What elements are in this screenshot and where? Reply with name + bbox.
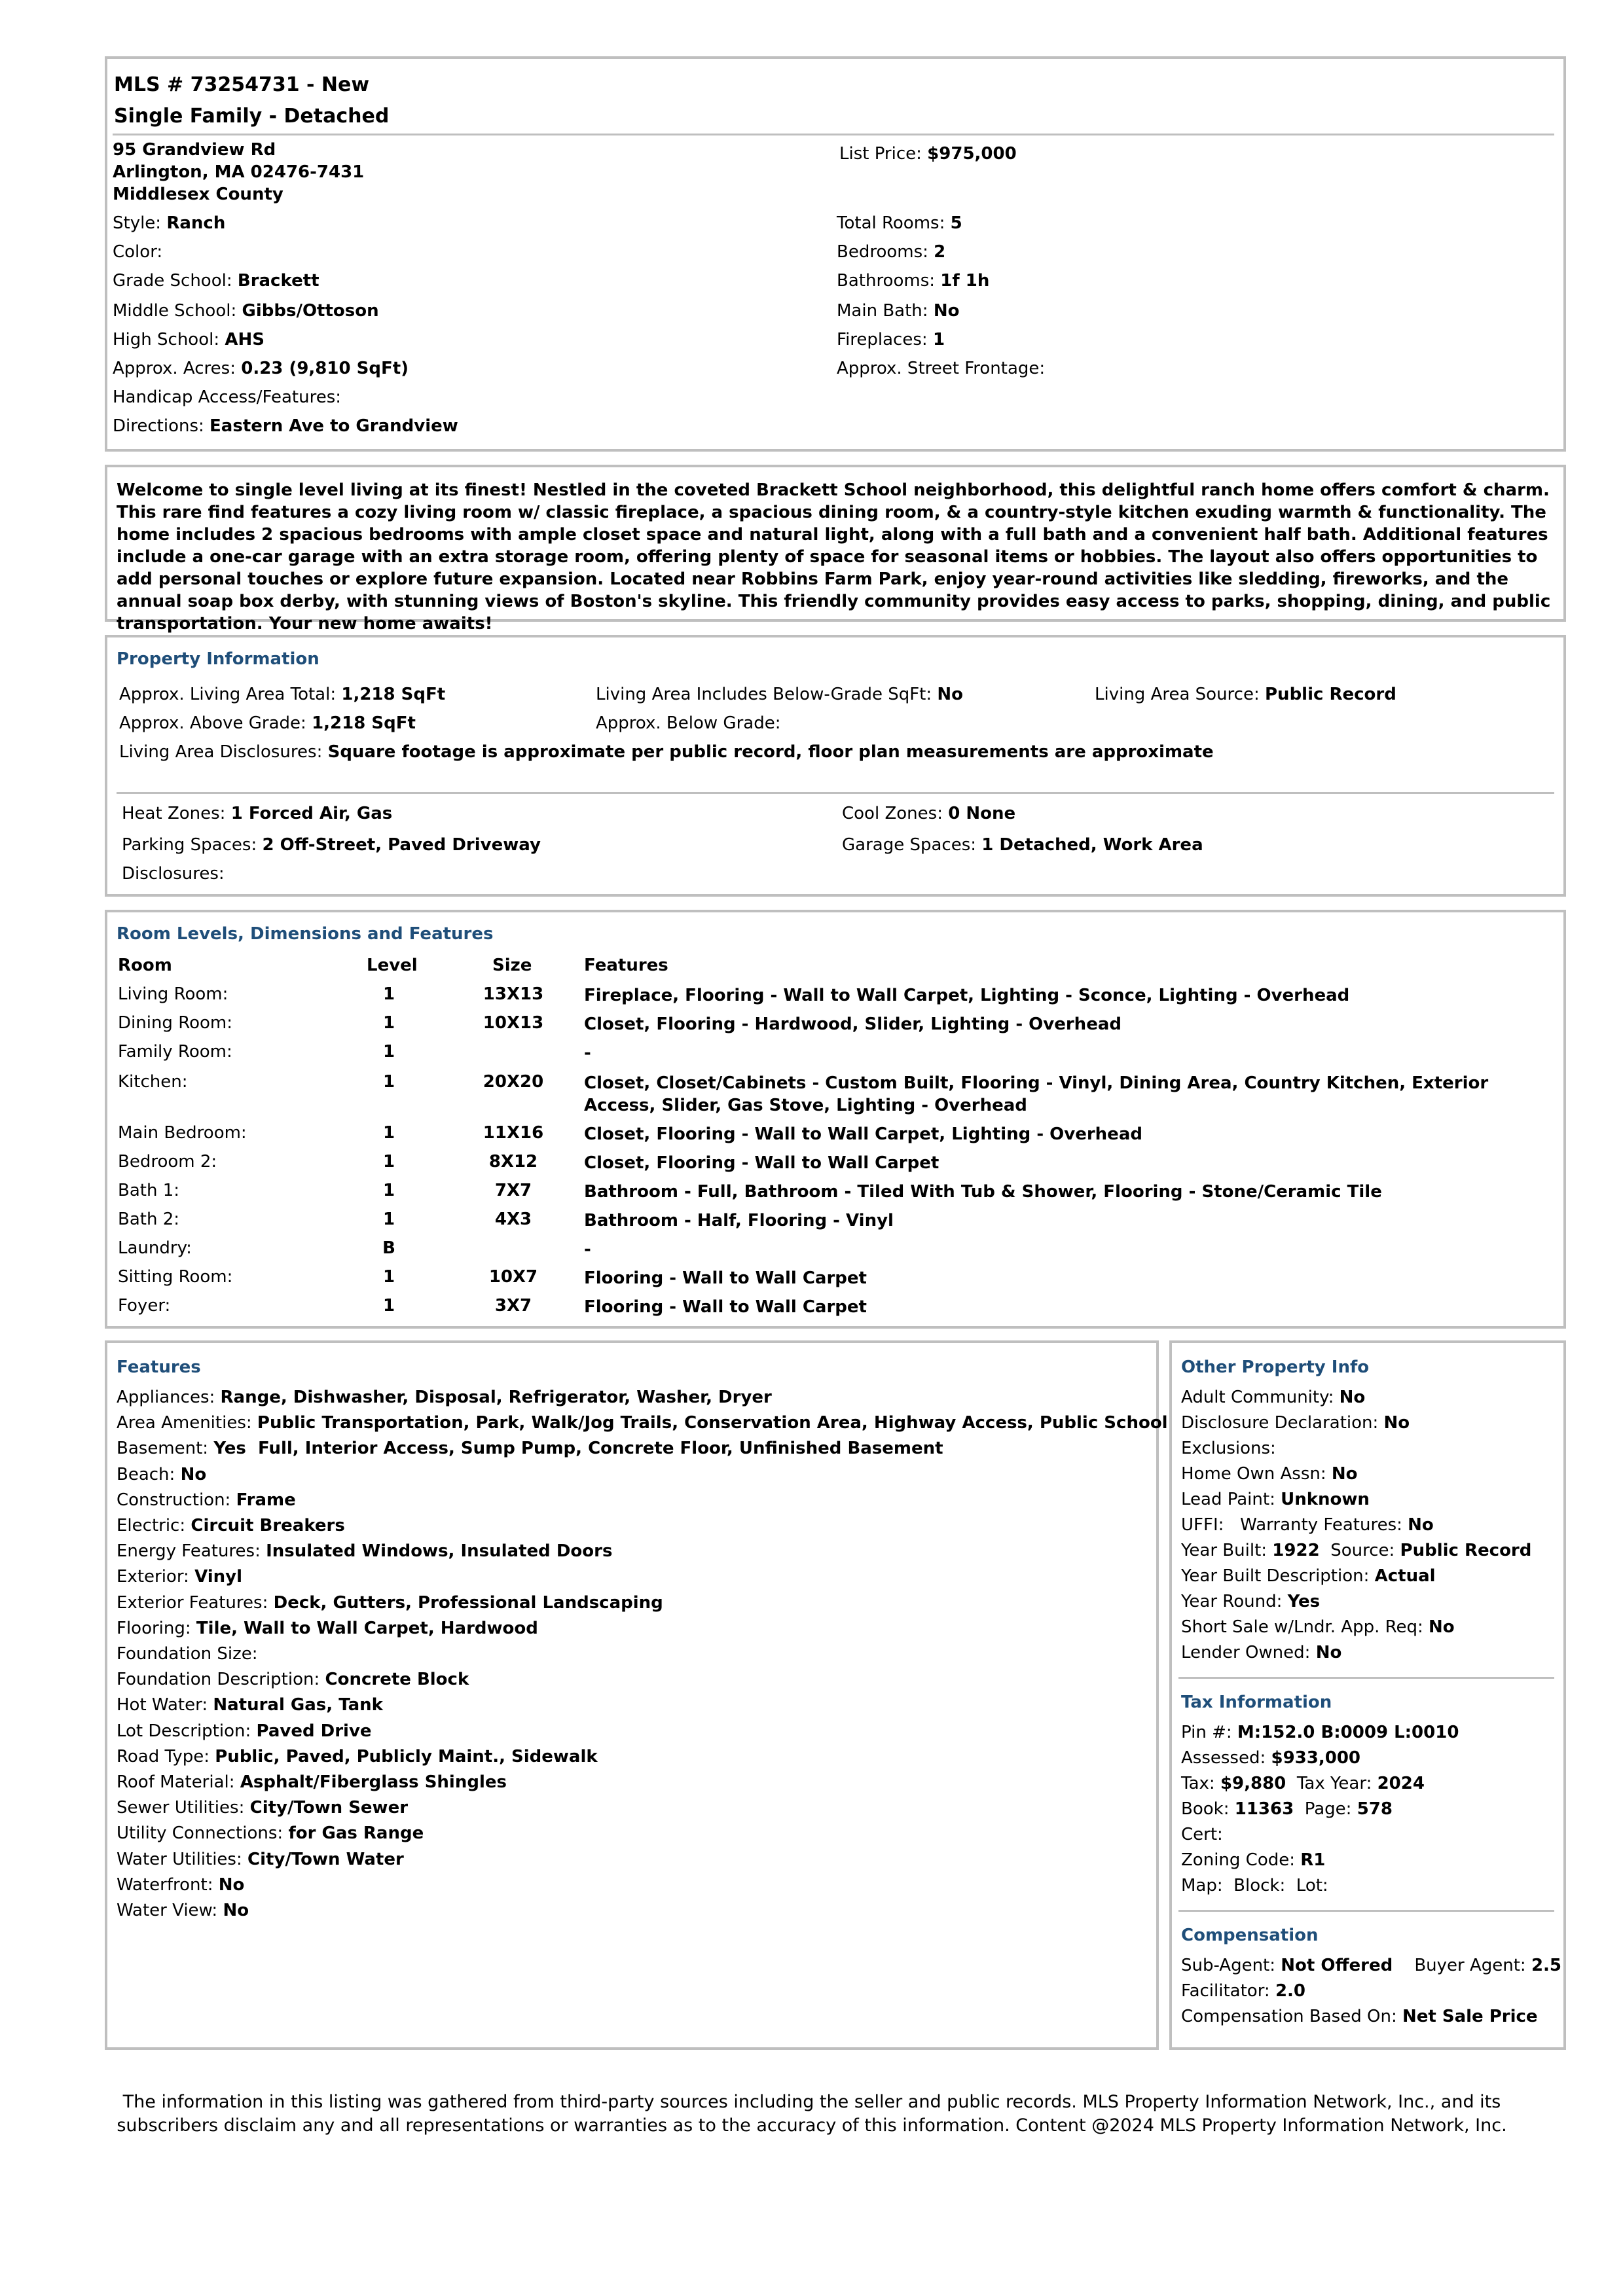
divider bbox=[1178, 1677, 1554, 1679]
field-value: 2 bbox=[934, 242, 946, 262]
tax-amount bbox=[1181, 1771, 1425, 1796]
room-features: Closet, Flooring - Wall to Wall Carpet bbox=[584, 1153, 939, 1173]
field-label: Electric: bbox=[117, 1516, 186, 1535]
field-label: Utility Connections: bbox=[117, 1823, 283, 1844]
room-size: 10X7 bbox=[488, 1267, 538, 1287]
field-value: AHS bbox=[225, 330, 264, 350]
feature-item bbox=[117, 1616, 538, 1641]
field-value: 2.5 bbox=[1531, 1956, 1562, 1975]
field-value: 0.23 (9,810 SqFt) bbox=[241, 359, 409, 378]
field-label: Map: bbox=[1181, 1876, 1223, 1895]
field-value: City/Town Water bbox=[247, 1849, 404, 1869]
field-value: Insulated Windows, Insulated Doors bbox=[266, 1541, 613, 1562]
feature-item bbox=[117, 1436, 943, 1461]
field-value: Square footage is approximate per public record, floor plan measurements are approximate bbox=[327, 742, 1214, 762]
room-features: Closet, Flooring - Hardwood, Slider, Lighting - Overhead bbox=[584, 1014, 1122, 1034]
feature-item bbox=[117, 1539, 612, 1564]
field-label: Flooring: bbox=[117, 1618, 191, 1638]
tax-assessed bbox=[1181, 1746, 1360, 1770]
room-features: Closet, Closet/Cabinets - Custom Built, Flooring - Vinyl, Dining Area, Country Kitchen, Exterior Access, Slider, Gas Stove, Lighting - Overhead bbox=[584, 1073, 1489, 1115]
field-value: No bbox=[937, 685, 964, 704]
section-title: Other Property Info bbox=[1181, 1357, 1370, 1377]
field-label: Year Built: bbox=[1181, 1541, 1267, 1560]
room-name: Bath 1: bbox=[118, 1181, 180, 1200]
field-high-school bbox=[113, 330, 264, 350]
other-property-info bbox=[1169, 1340, 1566, 2050]
above-grade bbox=[119, 713, 416, 733]
field-label: Road Type: bbox=[117, 1746, 210, 1767]
room-size: 3X7 bbox=[494, 1296, 532, 1316]
section-title: Tax Information bbox=[1181, 1693, 1332, 1712]
field-label: Short Sale w/Lndr. App. Req: bbox=[1181, 1617, 1423, 1637]
field-label: Water View: bbox=[117, 1901, 218, 1920]
home-own-assn bbox=[1181, 1462, 1358, 1486]
field-label: Year Round: bbox=[1181, 1592, 1283, 1611]
room-level: 1 bbox=[382, 1210, 395, 1229]
adult-community bbox=[1181, 1385, 1365, 1410]
field-value: No bbox=[1429, 1617, 1455, 1637]
field-value: Gibbs/Ottoson bbox=[242, 301, 379, 321]
field-label: Basement: bbox=[117, 1439, 209, 1459]
mls-number: MLS # 73254731 - New bbox=[114, 73, 370, 96]
address-county: Middlesex County bbox=[113, 185, 283, 204]
room-size: 13X13 bbox=[483, 984, 544, 1004]
room-level: 1 bbox=[382, 1042, 395, 1062]
field-value: No bbox=[1383, 1413, 1410, 1433]
heat-zones bbox=[122, 804, 392, 823]
room-name: Living Room: bbox=[118, 984, 228, 1004]
field-middle-school bbox=[113, 301, 379, 321]
field-label: Book: bbox=[1181, 1799, 1230, 1819]
room-features: Flooring - Wall to Wall Carpet bbox=[584, 1268, 867, 1288]
feature-item bbox=[117, 1513, 345, 1538]
room-features: Flooring - Wall to Wall Carpet bbox=[584, 1297, 867, 1317]
field-value: 1 Detached, Work Area bbox=[981, 835, 1203, 855]
field-value: Natural Gas, Tank bbox=[213, 1695, 383, 1715]
year-round bbox=[1181, 1589, 1320, 1614]
section-title: Compensation bbox=[1181, 1926, 1319, 1945]
field-value: Not Offered bbox=[1281, 1956, 1393, 1975]
room-features: Bathroom - Full, Bathroom - Tiled With Tub & Shower, Flooring - Stone/Ceramic Tile bbox=[584, 1182, 1382, 1202]
living-area-disclosures bbox=[119, 742, 1214, 762]
field-acres bbox=[113, 359, 409, 378]
map-block-lot bbox=[1181, 1873, 1328, 1898]
feature-item bbox=[117, 1898, 249, 1923]
field-label: Lot Description: bbox=[117, 1721, 251, 1741]
field-label: Warranty Features: bbox=[1240, 1515, 1402, 1535]
field-label: UFFI: bbox=[1181, 1515, 1224, 1535]
field-label: Roof Material: bbox=[117, 1772, 235, 1792]
room-name: Laundry: bbox=[118, 1238, 192, 1258]
below-grade-included bbox=[596, 685, 963, 704]
room-size: 20X20 bbox=[483, 1072, 544, 1092]
field-label: Sewer Utilities: bbox=[117, 1798, 245, 1818]
field-label: Heat Zones: bbox=[122, 804, 226, 823]
year-built bbox=[1181, 1538, 1531, 1563]
feature-item bbox=[117, 1564, 242, 1589]
field-value: Tile, Wall to Wall Carpet, Hardwood bbox=[196, 1618, 538, 1638]
field-value: Concrete Block bbox=[325, 1670, 469, 1690]
field-value: Yes bbox=[1287, 1592, 1321, 1611]
field-total-rooms bbox=[837, 213, 962, 233]
property-type: Single Family - Detached bbox=[114, 105, 390, 128]
room-name: Kitchen: bbox=[118, 1072, 188, 1092]
room-name: Foyer: bbox=[118, 1296, 171, 1316]
feature-item bbox=[117, 1667, 469, 1692]
field-value: 2024 bbox=[1377, 1774, 1425, 1793]
field-main-bath bbox=[837, 301, 959, 321]
field-label: Disclosures: bbox=[122, 864, 225, 884]
field-label: Bathrooms: bbox=[837, 271, 936, 291]
field-label: Approx. Living Area Total: bbox=[119, 685, 337, 704]
field-value: 578 bbox=[1357, 1799, 1393, 1819]
field-label: Compensation Based On: bbox=[1181, 2007, 1397, 2026]
field-label: Pin #: bbox=[1181, 1723, 1232, 1742]
field-value: Deck, Gutters, Professional Landscaping bbox=[273, 1592, 663, 1613]
divider bbox=[1178, 1910, 1554, 1912]
field-label: Lender Owned: bbox=[1181, 1643, 1311, 1662]
feature-item bbox=[117, 1488, 296, 1513]
field-value: No bbox=[180, 1464, 207, 1484]
room-features: Fireplace, Flooring - Wall to Wall Carpet, Lighting - Sconce, Lighting - Overhead bbox=[584, 986, 1350, 1005]
field-value: 1 Forced Air, Gas bbox=[230, 804, 393, 823]
field-label: Exterior: bbox=[117, 1567, 189, 1587]
field-label: Adult Community: bbox=[1181, 1388, 1334, 1407]
room-level: 1 bbox=[382, 1123, 395, 1143]
field-value: Paved Drive bbox=[256, 1721, 372, 1741]
disclaimer-footer: The information in this listing was gathered from third-party sources including the seller and public records. MLS Property Information Network, Inc., and its subscribers disclaim any and all representations or warranties as to the accuracy of this information. Content @2024 MLS Property Information Network, Inc. bbox=[117, 2092, 1507, 2136]
field-color bbox=[113, 242, 162, 262]
lead-paint bbox=[1181, 1487, 1370, 1512]
tax-book-page bbox=[1181, 1797, 1393, 1821]
living-area-source bbox=[1095, 685, 1396, 704]
feature-item bbox=[117, 1385, 772, 1410]
room-level: 1 bbox=[382, 1181, 395, 1200]
list-price bbox=[839, 144, 1017, 164]
field-value: Brackett bbox=[237, 271, 319, 291]
feature-item bbox=[117, 1744, 598, 1769]
field-value: Frame bbox=[236, 1490, 296, 1510]
room-level: 1 bbox=[382, 1296, 395, 1316]
field-label: Style: bbox=[113, 213, 162, 233]
field-value: Public Transportation, Park, Walk/Jog Trails, Conservation Area, Highway Access, Public School bbox=[257, 1413, 1168, 1433]
field-value: Vinyl bbox=[194, 1567, 243, 1587]
field-handicap bbox=[113, 387, 341, 407]
field-value: 11363 bbox=[1234, 1799, 1294, 1819]
room-features: - bbox=[584, 1043, 591, 1063]
room-name: Bath 2: bbox=[118, 1210, 180, 1229]
exclusions bbox=[1181, 1436, 1276, 1461]
parking-spaces bbox=[122, 835, 541, 855]
field-label: Source: bbox=[1330, 1541, 1395, 1560]
field-label: Approx. Street Frontage: bbox=[837, 359, 1046, 378]
field-label: Cool Zones: bbox=[842, 804, 943, 823]
listing-header bbox=[105, 56, 1566, 452]
field-street-frontage bbox=[837, 359, 1045, 378]
features-box bbox=[105, 1340, 1168, 2050]
field-label: Middle School: bbox=[113, 301, 237, 321]
field-label: Buyer Agent: bbox=[1414, 1956, 1526, 1975]
tax-pin bbox=[1181, 1720, 1459, 1745]
field-label: Bedrooms: bbox=[837, 242, 928, 262]
field-label: Main Bath: bbox=[837, 301, 928, 321]
field-label: Parking Spaces: bbox=[122, 835, 257, 855]
field-value: 1,218 SqFt bbox=[341, 685, 446, 704]
field-value: Eastern Ave to Grandview bbox=[210, 416, 458, 436]
field-label: Block: bbox=[1233, 1876, 1286, 1895]
remarks-text: Welcome to single level living at its finest! Nestled in the coveted Brackett School neighborhood, this delightful ranch home offers comfort & charm. This rare find features a cozy living room w/ classic fireplace, a spacious dining room, & a country-style kitchen exuding warmth & functionality. The home includes 2 spacious bedrooms with ample closet space and natural light, along with a full bath and a convenient half bath. Additional features include a one-car garage with an extra storage room, offering plenty of space for seasonal items or hobbies. The layout also offers opportunities to add personal touches or explore future expansion. Located near Robbins Farm Park, enjoy year-round activities like sledding, fireworks, and the annual soap box derby, with stunning views of Boston's skyline. This friendly community provides easy access to parks, shopping, dining, and public transportation. Your new home awaits! bbox=[117, 480, 1551, 634]
room-level: 1 bbox=[382, 984, 395, 1004]
year-built-description bbox=[1181, 1564, 1436, 1588]
room-size: 4X3 bbox=[494, 1210, 532, 1229]
field-value: $9,880 bbox=[1220, 1774, 1286, 1793]
room-level: 1 bbox=[382, 1152, 395, 1172]
room-features: Closet, Flooring - Wall to Wall Carpet, Lighting - Overhead bbox=[584, 1124, 1142, 1144]
field-value: 1f 1h bbox=[940, 271, 990, 291]
field-value: Circuit Breakers bbox=[191, 1516, 345, 1535]
field-label: Foundation Size: bbox=[117, 1644, 258, 1664]
field-label: Sub-Agent: bbox=[1181, 1956, 1276, 1975]
column-header-level: Level bbox=[367, 956, 418, 975]
field-label: Zoning Code: bbox=[1181, 1850, 1295, 1870]
field-value: 1,218 SqFt bbox=[312, 713, 416, 733]
field-value: Range, Dishwasher, Disposal, Refrigerator, Washer, Dryer bbox=[220, 1388, 772, 1407]
field-value: $933,000 bbox=[1271, 1748, 1361, 1768]
field-value: 5 bbox=[950, 213, 962, 233]
field-label: Handicap Access/Features: bbox=[113, 387, 342, 407]
room-features: - bbox=[584, 1240, 591, 1259]
field-value: No bbox=[1339, 1388, 1366, 1407]
disclosure-declaration bbox=[1181, 1410, 1410, 1435]
field-label: Fireplaces: bbox=[837, 330, 928, 350]
section-title: Property Information bbox=[117, 649, 319, 669]
field-fireplaces bbox=[837, 330, 945, 350]
remarks-box bbox=[105, 465, 1566, 634]
field-value: No bbox=[933, 301, 960, 321]
cool-zones bbox=[842, 804, 1015, 823]
property-information bbox=[105, 635, 1566, 897]
living-area-total bbox=[119, 685, 445, 704]
field-value: No bbox=[1315, 1643, 1342, 1662]
field-value: 1922 bbox=[1272, 1541, 1320, 1560]
room-size: 8X12 bbox=[488, 1152, 538, 1172]
field-value: Unknown bbox=[1281, 1490, 1370, 1509]
field-label: Grade School: bbox=[113, 271, 232, 291]
section-title: Room Levels, Dimensions and Features bbox=[117, 924, 494, 944]
room-levels-table bbox=[105, 910, 1566, 1329]
zoning-code bbox=[1181, 1848, 1325, 1873]
lender-owned bbox=[1181, 1640, 1341, 1665]
tax-cert bbox=[1181, 1822, 1223, 1847]
field-style bbox=[113, 213, 225, 233]
field-value: Public Record bbox=[1265, 685, 1396, 704]
feature-item bbox=[117, 1795, 408, 1820]
feature-item bbox=[117, 1590, 663, 1615]
field-label: High School: bbox=[113, 330, 220, 350]
field-label: Lead Paint: bbox=[1181, 1490, 1275, 1509]
facilitator bbox=[1181, 1979, 1305, 2003]
field-label: Exclusions: bbox=[1181, 1439, 1276, 1458]
list-price-label: List Price: bbox=[839, 144, 922, 164]
field-value: M:152.0 B:0009 L:0010 bbox=[1237, 1723, 1459, 1742]
room-level: 1 bbox=[382, 1072, 395, 1092]
feature-item bbox=[117, 1410, 1168, 1435]
field-bathrooms bbox=[837, 271, 989, 291]
field-grade-school bbox=[113, 271, 319, 291]
room-level: 1 bbox=[382, 1013, 395, 1033]
field-label: Area Amenities: bbox=[117, 1413, 252, 1433]
feature-item bbox=[117, 1821, 424, 1846]
field-value: Net Sale Price bbox=[1402, 2007, 1538, 2026]
field-bedrooms bbox=[837, 242, 945, 262]
feature-item bbox=[117, 1847, 404, 1872]
room-features: Bathroom - Half, Flooring - Vinyl bbox=[584, 1211, 894, 1230]
feature-item bbox=[117, 1462, 206, 1487]
room-name: Family Room: bbox=[118, 1042, 232, 1062]
field-value: Asphalt/Fiberglass Shingles bbox=[240, 1772, 507, 1792]
field-label: Construction: bbox=[117, 1490, 231, 1510]
section-title: Features bbox=[117, 1357, 201, 1377]
sub-agent bbox=[1181, 1953, 1561, 1978]
field-label: Assessed: bbox=[1181, 1748, 1266, 1768]
field-value: Actual bbox=[1374, 1566, 1436, 1586]
field-label: Hot Water: bbox=[117, 1695, 208, 1715]
room-name: Main Bedroom: bbox=[118, 1123, 247, 1143]
field-label: Total Rooms: bbox=[837, 213, 945, 233]
field-label: Approx. Below Grade: bbox=[596, 713, 781, 733]
field-label: Appliances: bbox=[117, 1388, 215, 1407]
field-label: Home Own Assn: bbox=[1181, 1464, 1326, 1484]
field-value: Yes Full, Interior Access, Sump Pump, Concrete Floor, Unfinished Basement bbox=[213, 1439, 943, 1459]
below-grade bbox=[596, 713, 780, 733]
field-value: 1 bbox=[932, 330, 945, 350]
room-size: 11X16 bbox=[483, 1123, 544, 1143]
field-label: Exterior Features: bbox=[117, 1592, 268, 1613]
field-value: No bbox=[218, 1874, 245, 1895]
feature-item bbox=[117, 1693, 383, 1717]
field-value: No bbox=[1408, 1515, 1434, 1535]
feature-item bbox=[117, 1873, 244, 1897]
field-value: Public Record bbox=[1400, 1541, 1532, 1560]
field-label: Waterfront: bbox=[117, 1874, 213, 1895]
room-level: 1 bbox=[382, 1267, 395, 1287]
room-size: 7X7 bbox=[494, 1181, 532, 1200]
field-value: Ranch bbox=[166, 213, 226, 233]
field-value: for Gas Range bbox=[288, 1823, 424, 1844]
field-label: Approx. Acres: bbox=[113, 359, 236, 378]
field-value: 2.0 bbox=[1275, 1981, 1306, 2001]
field-value: Public, Paved, Publicly Maint., Sidewalk bbox=[215, 1746, 598, 1767]
short-sale bbox=[1181, 1615, 1455, 1640]
field-label: Facilitator: bbox=[1181, 1981, 1270, 2001]
field-label: Approx. Above Grade: bbox=[119, 713, 306, 733]
feature-item bbox=[117, 1770, 507, 1795]
field-label: Living Area Disclosures: bbox=[119, 742, 323, 762]
garage-spaces bbox=[842, 835, 1203, 855]
field-label: Beach: bbox=[117, 1464, 175, 1484]
field-label: Year Built Description: bbox=[1181, 1566, 1370, 1586]
field-value: City/Town Sewer bbox=[249, 1798, 409, 1818]
field-label: Directions: bbox=[113, 416, 204, 436]
field-label: Living Area Includes Below-Grade SqFt: bbox=[596, 685, 932, 704]
field-value: No bbox=[223, 1901, 249, 1920]
field-label: Garage Spaces: bbox=[842, 835, 977, 855]
field-label: Color: bbox=[113, 242, 163, 262]
field-label: Water Utilities: bbox=[117, 1849, 242, 1869]
room-name: Bedroom 2: bbox=[118, 1152, 217, 1172]
column-header-size: Size bbox=[492, 956, 532, 975]
field-label: Energy Features: bbox=[117, 1541, 261, 1562]
field-label: Tax Year: bbox=[1296, 1774, 1372, 1793]
address-city: Arlington, MA 02476-7431 bbox=[113, 162, 365, 182]
feature-item bbox=[117, 1719, 372, 1744]
column-header-features: Features bbox=[584, 956, 668, 975]
uffi-warranty bbox=[1181, 1513, 1434, 1537]
field-label: Lot: bbox=[1296, 1876, 1328, 1895]
room-level: B bbox=[382, 1238, 395, 1258]
list-price-value: $975,000 bbox=[927, 144, 1017, 164]
field-label: Page: bbox=[1304, 1799, 1352, 1819]
field-value: R1 bbox=[1300, 1850, 1326, 1870]
field-label: Cert: bbox=[1181, 1825, 1223, 1844]
field-value: 2 Off-Street, Paved Driveway bbox=[262, 835, 541, 855]
disclosures bbox=[122, 864, 225, 884]
field-label: Disclosure Declaration: bbox=[1181, 1413, 1379, 1433]
room-size: 10X13 bbox=[483, 1013, 544, 1033]
field-label: Living Area Source: bbox=[1095, 685, 1260, 704]
compensation-based-on bbox=[1181, 2004, 1538, 2029]
room-name: Sitting Room: bbox=[118, 1267, 233, 1287]
field-value: No bbox=[1331, 1464, 1358, 1484]
feature-item bbox=[117, 1641, 258, 1666]
field-value: 0 None bbox=[948, 804, 1016, 823]
room-name: Dining Room: bbox=[118, 1013, 232, 1033]
address-street: 95 Grandview Rd bbox=[113, 140, 276, 160]
divider bbox=[113, 134, 1554, 135]
column-header-room: Room bbox=[118, 956, 172, 975]
field-label: Tax: bbox=[1181, 1774, 1215, 1793]
divider bbox=[117, 792, 1554, 794]
field-directions bbox=[113, 416, 458, 436]
field-label: Foundation Description: bbox=[117, 1670, 320, 1690]
